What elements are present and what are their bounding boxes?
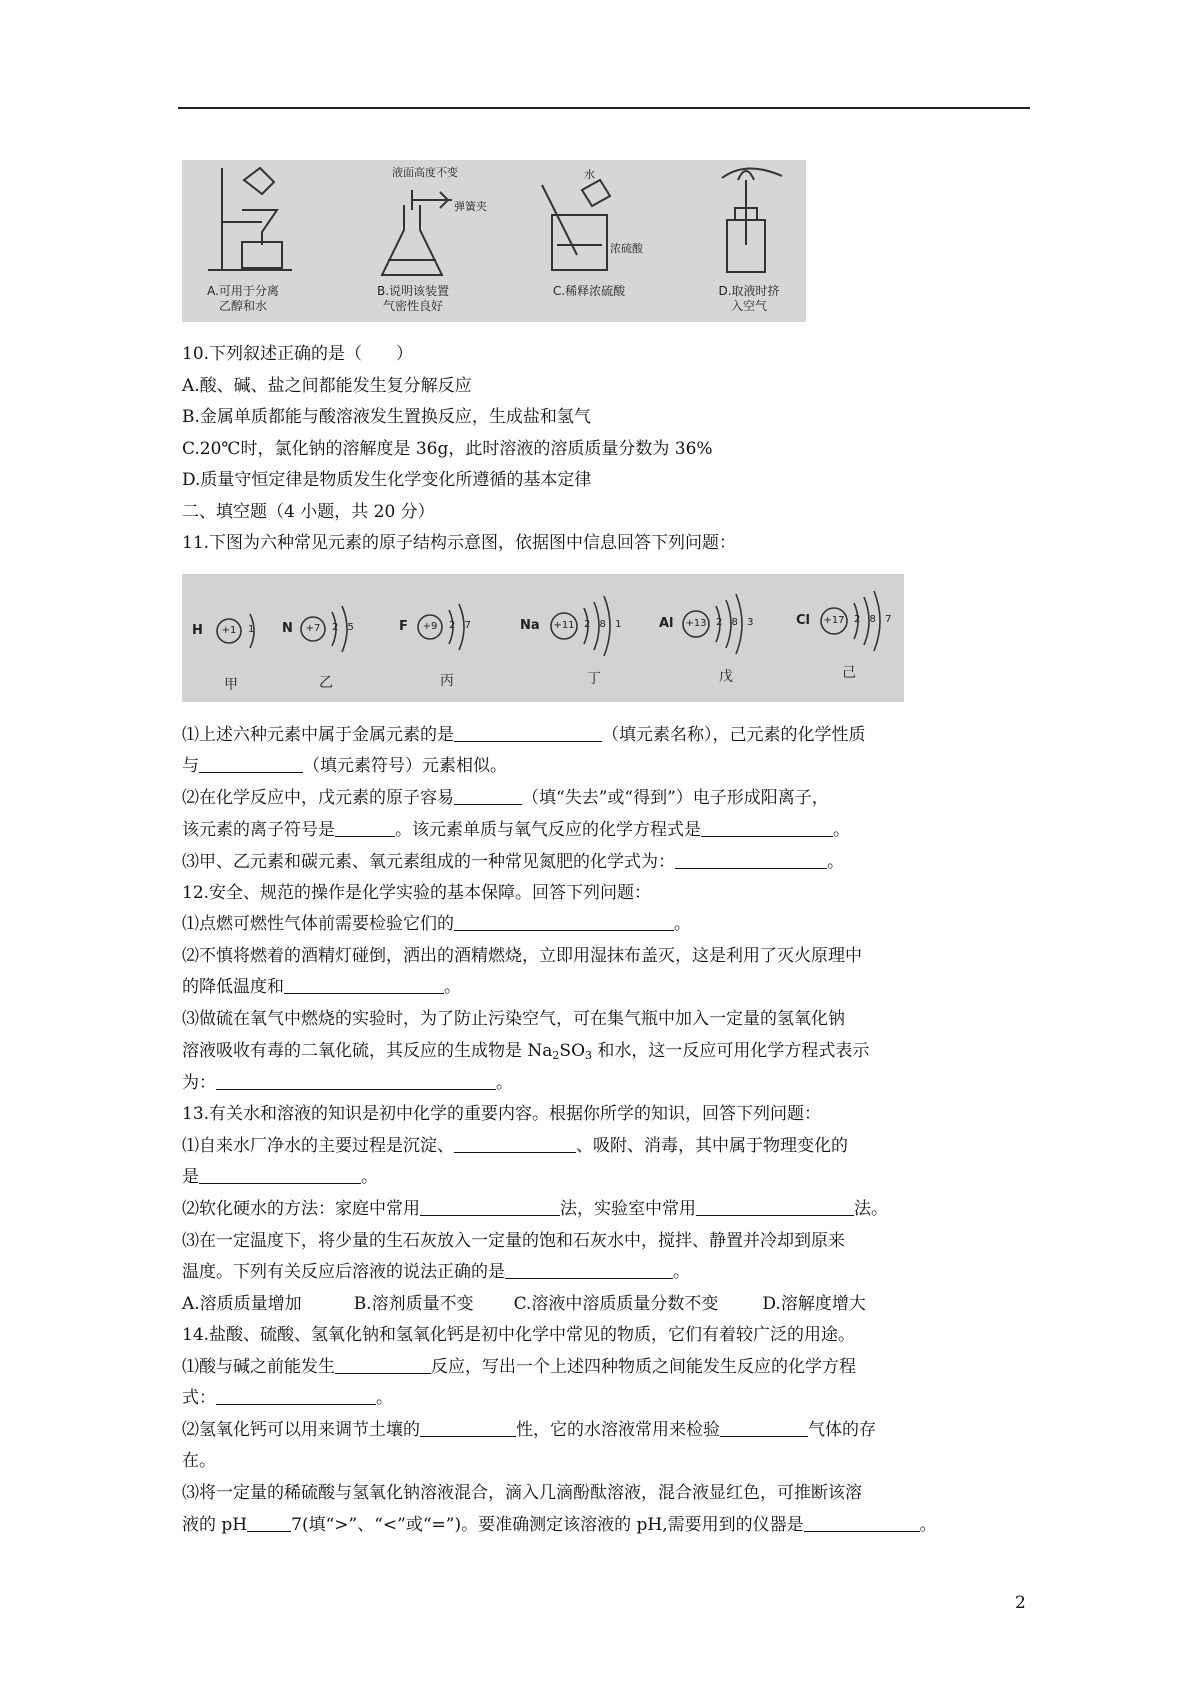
note-conc-acid: 浓硫酸 <box>610 242 643 255</box>
q12-part1: ⑴点燃可燃性气体前需要检验它们的 。 <box>182 914 691 934</box>
answer-blank[interactable] <box>720 1418 808 1437</box>
atom-label-yi: 乙 <box>319 675 333 691</box>
atom-symbol-f: F <box>399 619 408 634</box>
q10-stem: 10.下列叙述正确的是（ ） <box>182 344 414 364</box>
q14-part3-line1: ⑶将一定量的稀硫酸与氢氧化钠溶液混合，滴入几滴酚酞溶液，混合液显红色，可推断该溶 <box>182 1483 862 1503</box>
q12-part2-line2: 的降低温度和 。 <box>182 977 461 997</box>
q11-part1-line1: ⑴上述六种元素中属于金属元素的是 （填元素名称），己元素的化学性质 <box>182 725 866 745</box>
q12-stem: 12.安全、规范的操作是化学实验的基本保障。回答下列问题： <box>182 883 652 903</box>
caption-c: C.稀释浓硫酸 <box>552 284 626 298</box>
answer-blank[interactable] <box>199 1165 361 1184</box>
atom-label-ji: 己 <box>842 665 856 681</box>
answer-blank[interactable] <box>216 1071 496 1090</box>
atom-label-bing: 丙 <box>440 673 454 689</box>
page-number: 2 <box>1015 1593 1026 1613</box>
q13-stem: 13.有关水和溶液的知识是初中化学的重要内容。根据你所学的知识，回答下列问题： <box>182 1104 822 1124</box>
answer-blank[interactable] <box>335 818 395 837</box>
q14-part1-line1: ⑴酸与碱之前能发生 反应，写出一个上述四种物质之间能发生反应的化学方程 <box>182 1357 856 1377</box>
note-water: 水 <box>584 168 595 181</box>
atom-nucleus-na: +11 <box>553 620 575 631</box>
experiment-figure <box>182 160 806 322</box>
q12-part3-line3: 为： 。 <box>182 1073 513 1093</box>
atom-electrons-f: 2 7 <box>449 620 474 631</box>
answer-blank[interactable] <box>505 1260 673 1279</box>
caption-b: B.说明该装置 气密性良好 <box>376 284 450 313</box>
atom-nucleus-n: +7 <box>305 623 321 634</box>
atom-symbol-h: H <box>192 623 203 638</box>
atom-nucleus-f: +9 <box>422 621 438 632</box>
answer-blank[interactable] <box>675 850 827 869</box>
atom-electrons-n: 2 5 <box>332 622 357 633</box>
q13-options <box>182 1292 1032 1316</box>
atom-label-wu: 戊 <box>719 669 733 685</box>
answer-blank[interactable] <box>701 818 833 837</box>
answer-blank[interactable] <box>335 1355 431 1374</box>
q10-option-b: B.金属单质都能与酸溶液发生置换反应，生成盐和氢气 <box>182 407 591 427</box>
q13-option-c: C.溶液中溶质质量分数不变 <box>513 1294 719 1314</box>
q11-part2-line1: ⑵在化学反应中，戊元素的原子容易 （填“失去”或“得到”）电子形成阳离子， <box>182 788 829 808</box>
q10-option-c: C.20℃时，氯化钠的溶解度是 36g，此时溶液的溶质质量分数为 36% <box>182 439 713 459</box>
caption-a: A.可用于分离 乙醇和水 <box>207 284 279 313</box>
answer-blank[interactable] <box>454 786 522 805</box>
answer-blank[interactable] <box>454 1134 576 1153</box>
answer-blank[interactable] <box>247 1513 291 1532</box>
caption-d: D.取液时挤 入空气 <box>718 284 780 313</box>
q14-part1-line2: 式： 。 <box>182 1388 393 1408</box>
atom-label-ding: 丁 <box>587 671 601 687</box>
atom-electrons-h: 1 <box>248 624 258 635</box>
q13-part3-line1: ⑶在一定温度下，将少量的生石灰放入一定量的饱和石灰水中，搅拌、静置并冷却到原来 <box>182 1231 845 1251</box>
q11-part1-line2: 与 （填元素符号）元素相似。 <box>182 756 507 776</box>
atom-nucleus-al: +13 <box>685 618 707 629</box>
q13-option-b: B.溶剂质量不变 <box>353 1294 474 1314</box>
q14-part2-line2: 在。 <box>182 1451 216 1471</box>
q12-part3-line1: ⑶做硫在氧气中燃烧的实验时，为了防止污染空气，可在集气瓶中加入一定量的氢氧化钠 <box>182 1009 845 1029</box>
answer-blank[interactable] <box>696 1197 854 1216</box>
q12-part2-line1: ⑵不慎将燃着的酒精灯碰倒，洒出的酒精燃烧，立即用湿抹布盖灭，这是利用了灭火原理中 <box>182 946 862 966</box>
q13-part1-line1: ⑴自来水厂净水的主要过程是沉淀、 、吸附、消毒，其中属于物理变化的 <box>182 1136 848 1156</box>
atom-electrons-na: 2 8 1 <box>584 619 625 630</box>
atom-rings-drawing <box>182 574 904 702</box>
atom-label-jia: 甲 <box>224 677 238 693</box>
q12-part3-line2: 溶液吸收有毒的二氧化硫，其反应的生成物是 $Na_2SO_3$ 和水，这一反应可用化学方程式表示 <box>182 1041 870 1062</box>
answer-blank[interactable] <box>804 1513 920 1532</box>
atom-symbol-cl: Cl <box>796 613 810 628</box>
answer-blank[interactable] <box>199 754 303 773</box>
note-liquid-level: 液面高度不变 <box>392 166 458 179</box>
answer-blank[interactable] <box>454 723 602 742</box>
q11-part3: ⑶甲、乙元素和碳元素、氧元素组成的一种常见氮肥的化学式为： 。 <box>182 852 844 872</box>
q13-option-a: A.溶质质量增加 <box>182 1294 302 1314</box>
answer-blank[interactable] <box>420 1418 516 1437</box>
header-rule <box>178 107 1030 109</box>
atom-structure-figure <box>182 574 904 702</box>
q13-part1-line2: 是 。 <box>182 1167 378 1187</box>
atom-electrons-cl: 2 8 7 <box>854 614 895 625</box>
atom-nucleus-cl: +17 <box>823 615 845 626</box>
answer-blank[interactable] <box>216 1386 376 1405</box>
answer-blank[interactable] <box>420 1197 560 1216</box>
q14-stem: 14.盐酸、硫酸、氢氧化钠和氢氧化钙是初中化学中常见的物质，它们有着较广泛的用途。 <box>182 1325 856 1345</box>
atom-symbol-n: N <box>282 621 293 636</box>
atom-symbol-al: Al <box>659 616 674 631</box>
answer-blank[interactable] <box>454 912 674 931</box>
atom-electrons-al: 2 8 3 <box>716 617 757 628</box>
q14-part2-line1: ⑵氢氧化钙可以用来调节土壤的 性，它的水溶液常用来检验 气体的存 <box>182 1420 876 1440</box>
q11-part2-line2: 该元素的离子符号是 。该元素单质与氧气反应的化学方程式是 。 <box>182 820 850 840</box>
atom-nucleus-h: +1 <box>221 625 237 636</box>
q10-option-d: D.质量守恒定律是物质发生化学变化所遵循的基本定律 <box>182 470 592 490</box>
q13-option-d: D.溶解度增大 <box>762 1294 866 1314</box>
section-heading: 二、填空题（4 小题，共 20 分） <box>182 502 435 522</box>
q14-part3-line2: 液的 pH 7(填“>”、“<”或“=”)。要准确测定该溶液的 pH,需要用到的仪器是 。 <box>182 1515 937 1535</box>
q13-part3-line2: 温度。下列有关反应后溶液的说法正确的是 。 <box>182 1262 690 1282</box>
note-spring-clip: 弹簧夹 <box>454 200 487 213</box>
q11-stem: 11.下图为六种常见元素的原子结构示意图，依据图中信息回答下列问题： <box>182 533 737 553</box>
q10-option-a: A.酸、碱、盐之间都能发生复分解反应 <box>182 376 472 396</box>
q13-part2: ⑵软化硬水的方法：家庭中常用 法，实验室中常用 法。 <box>182 1199 888 1219</box>
answer-blank[interactable] <box>284 975 444 994</box>
atom-symbol-na: Na <box>520 618 540 633</box>
